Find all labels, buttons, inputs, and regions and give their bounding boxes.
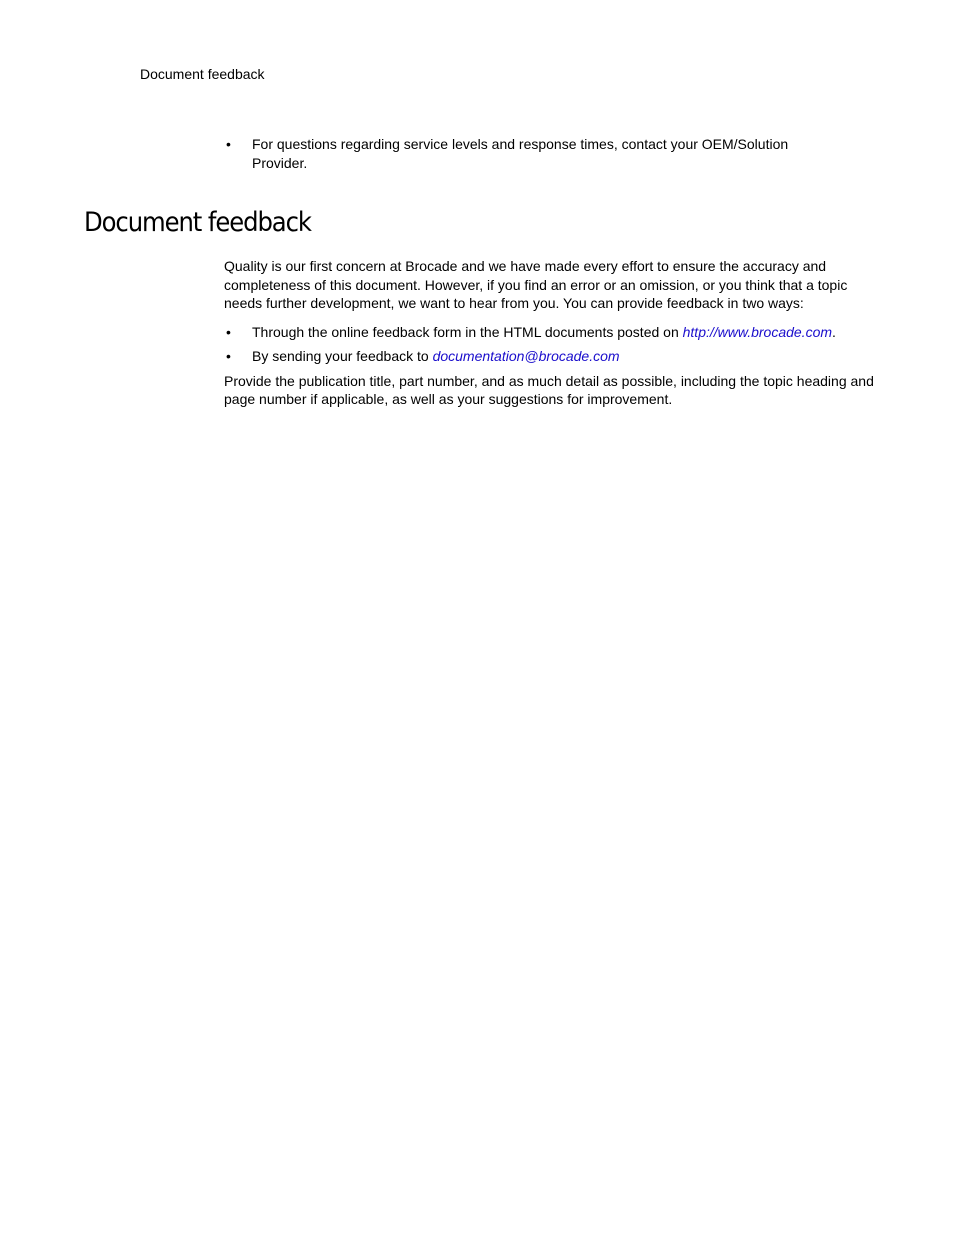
section-heading: Document feedback [84,207,311,238]
list-item [224,323,884,342]
section-body [224,257,884,409]
bullet-icon: • [226,348,231,364]
running-header: Document feedback [140,66,265,82]
support-item-text: For questions regarding service levels and response times, contact your OEM/Solution Provider. [252,136,789,171]
list-item [224,347,884,366]
documentation-email-link[interactable]: documentation@brocade.com [432,348,620,364]
bullet-icon: • [226,136,231,152]
feedback-methods-list [224,323,884,366]
intro-paragraph: Quality is our first concern at Brocade and we have made every effort to ensure the accuracy and completeness of this document. However, if you find an error or an omission, or you think that a topic needs further development, we want to hear from you. You can provide feedback in two ways: [224,258,848,311]
online-form-suffix: . [832,323,836,340]
email-text: By sending your feedback to [252,348,433,364]
list-item [224,135,844,172]
support-bullet-list [224,135,844,172]
brocade-website-link[interactable]: http://www.brocade.com [682,323,833,340]
online-form-text: Through the online feedback form in the HTML documents posted on [252,323,683,340]
bullet-icon: • [226,323,231,340]
closing-paragraph: Provide the publication title, part number, and as much detail as possible, including the topic heading and page number if applicable, as well as your suggestions for improvement. [224,372,874,407]
